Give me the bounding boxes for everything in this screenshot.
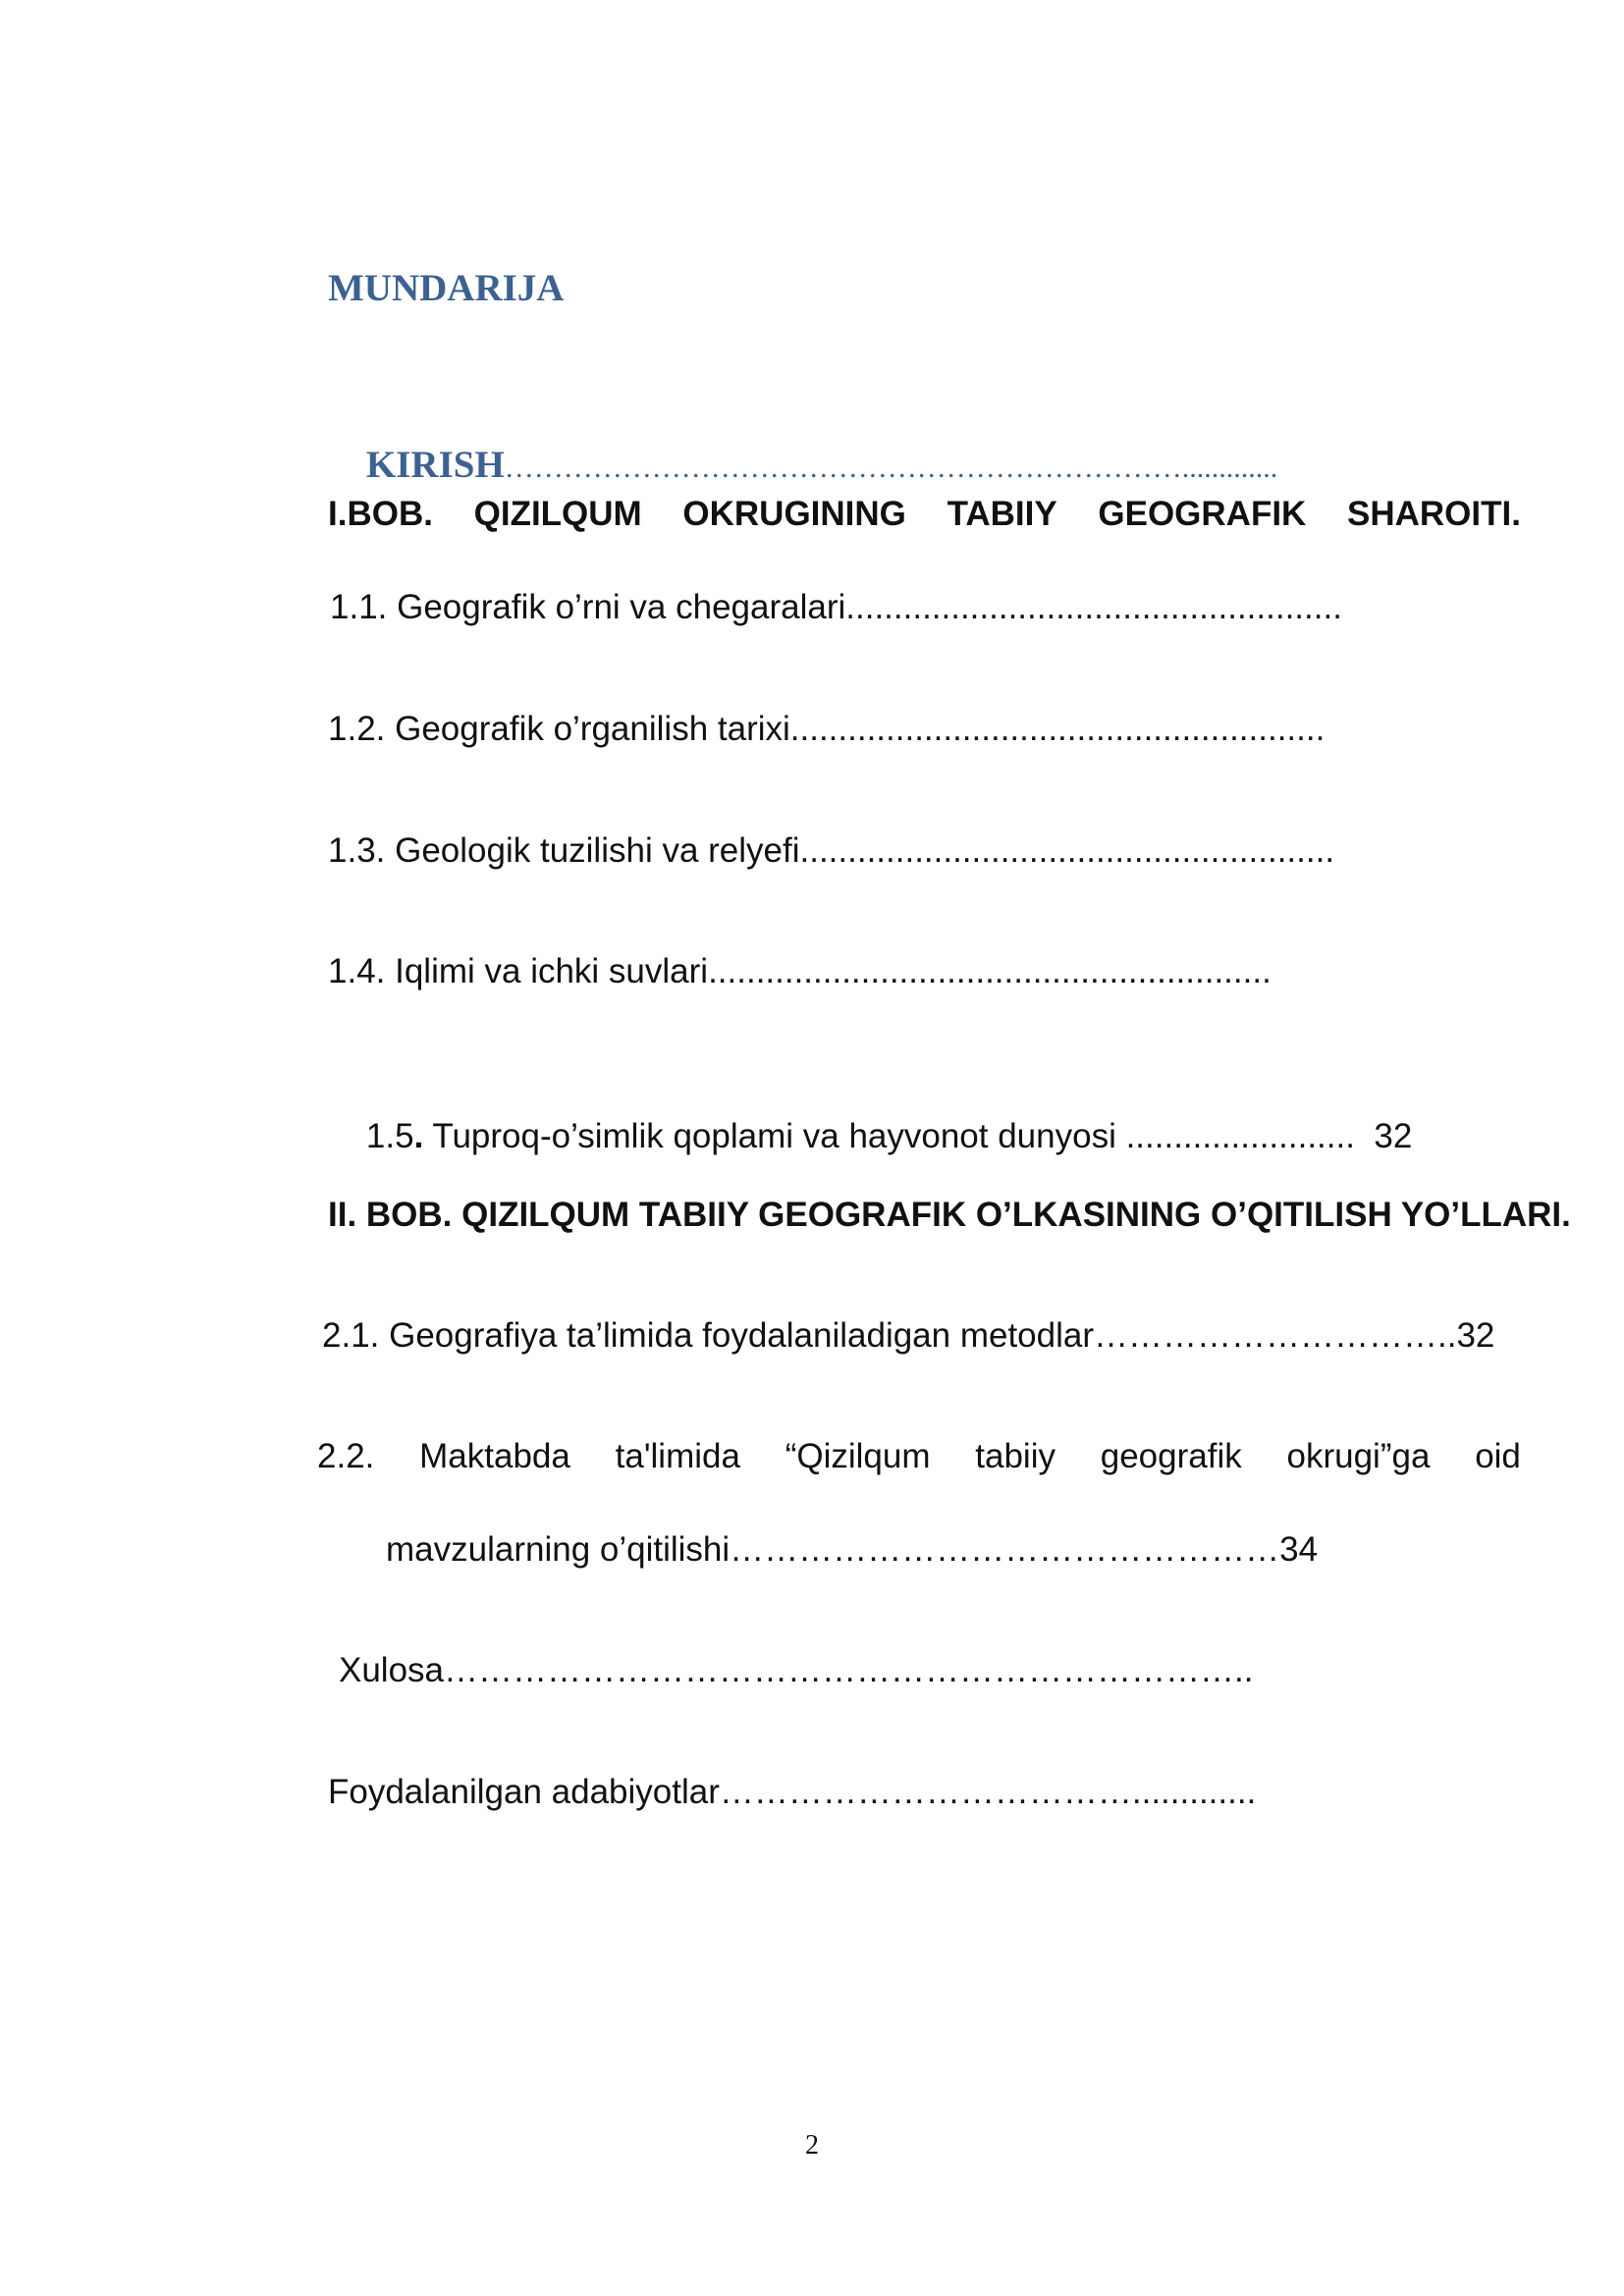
toc-kirish-dots: ……………………………………………………………............. (504, 452, 1278, 484)
toc-item-2-2-continuation[interactable]: mavzularning o’qitilishi…………………………………………34 (386, 1530, 1319, 1569)
chapter-1-word: TABIIY (947, 495, 1057, 533)
toc-item-2-2-word: Maktabda (419, 1437, 570, 1475)
page-number: 2 (805, 2130, 819, 2161)
toc-item-1-1[interactable]: 1.1. Geografik o’rni va chegaralari.................................................... (330, 588, 1342, 626)
toc-xulosa[interactable]: Xulosa…………………………………………………………….. (339, 1651, 1254, 1689)
toc-item-2-2-word: oid (1475, 1437, 1521, 1475)
toc-item-1-5-number: 1.5 (365, 1117, 414, 1155)
chapter-1-word: GEOGRAFIK (1098, 495, 1307, 533)
toc-item-2-2-word: 2.2. (317, 1437, 375, 1475)
chapter-1-word: I.BOB. (328, 495, 433, 533)
chapter-1-word: SHAROITI. (1347, 495, 1521, 533)
toc-item-2-2-word: “Qizilqum (785, 1437, 931, 1475)
toc-item-2-2-word: geografik (1100, 1437, 1242, 1475)
toc-item-1-5[interactable] (328, 1072, 1412, 1201)
chapter-1-word: OKRUGINING (682, 495, 906, 533)
toc-chapter-2[interactable]: II. BOB. QIZILQUM TABIIY GEOGRAFIK O’LKASINING O’QITILISH YO’LLARI. (328, 1196, 1571, 1234)
chapter-1-word: QIZILQUM (473, 495, 642, 533)
toc-item-1-2[interactable]: 1.2. Geografik o’rganilish tarixi........................................................ (328, 710, 1326, 748)
toc-chapter-1[interactable] (328, 493, 1521, 536)
toc-item-2-2-word: ta'limida (615, 1437, 740, 1475)
toc-item-2-1[interactable]: 2.1. Geografiya ta’limida foydalaniladigan metodlar…………………………..32 (322, 1316, 1495, 1355)
page-title: MUNDARIJA (328, 267, 565, 309)
toc-references[interactable]: Foydalanilgan adabiyotlar………………………………............. (328, 1773, 1257, 1811)
toc-item-1-3[interactable]: 1.3. Geologik tuzilishi va relyefi........................................................ (328, 831, 1335, 870)
toc-kirish-label: KIRISH (365, 444, 505, 486)
toc-item-2-2[interactable] (317, 1435, 1521, 1478)
toc-item-2-2-word: okrugi”ga (1286, 1437, 1431, 1475)
toc-item-1-5-dot: . (413, 1117, 424, 1155)
toc-item-2-2-word: tabiiy (975, 1437, 1056, 1475)
toc-item-1-5-text: Tuproq-o’simlik qoplami va hayvonot dunyosi ........................ 32 (423, 1117, 1413, 1155)
toc-item-1-4[interactable]: 1.4. Iqlimi va ichki suvlari........................................................... (328, 952, 1272, 990)
